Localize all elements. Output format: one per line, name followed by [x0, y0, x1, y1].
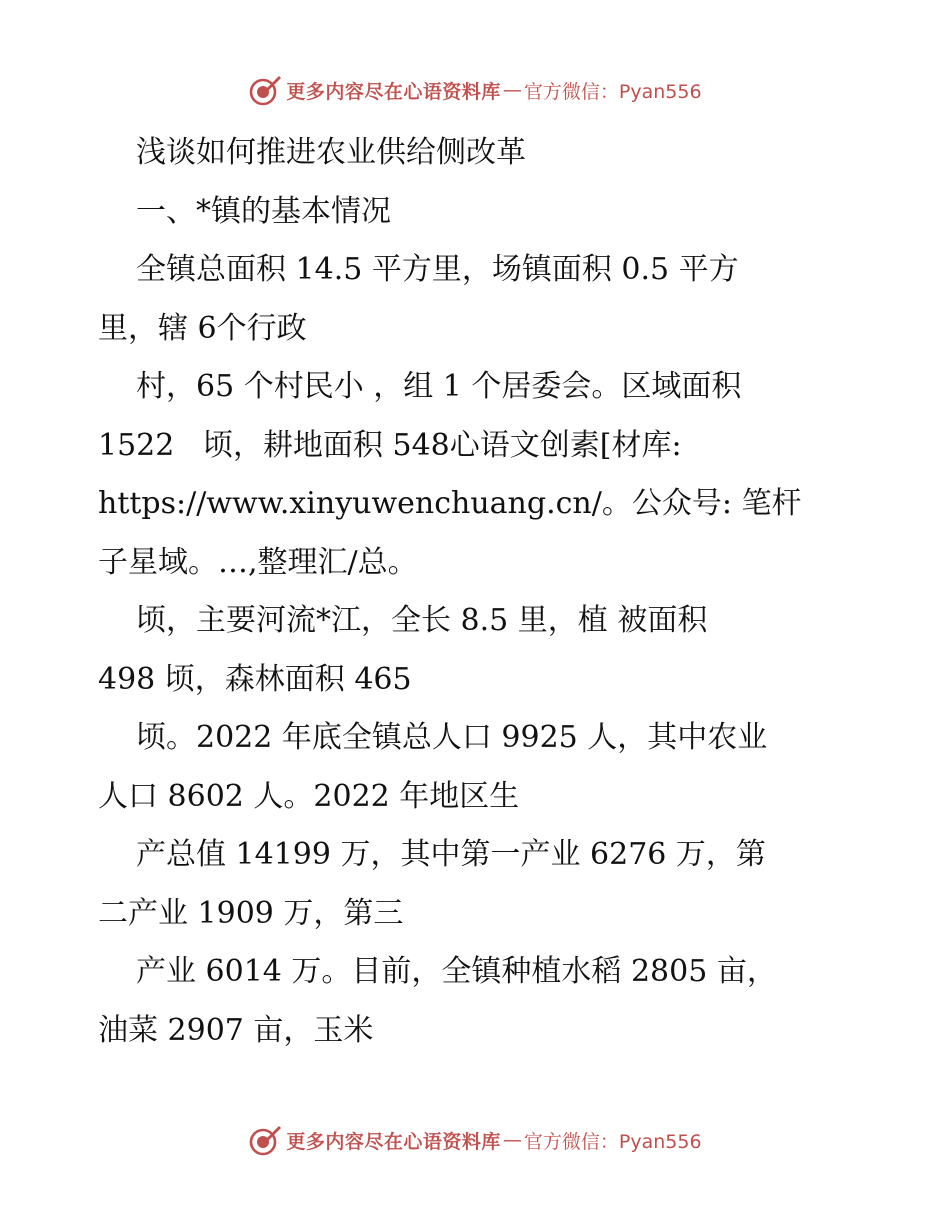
banner-text: 更多内容尽在心语资料库 [286, 1130, 501, 1153]
body-line: 498 顷，森林面积 465 [98, 661, 412, 697]
body-line: https://www.xinyuwenchuang.cn/。公众号: 笔杆 [98, 486, 802, 521]
header-banner[interactable] [0, 70, 950, 110]
banner-dash: — [502, 1129, 522, 1151]
document-title: 浅谈如何推进农业供给侧改革 [136, 135, 526, 170]
body-line: 人口 8602 人。2022 年地区生 [98, 778, 520, 814]
banner-dash: — [502, 79, 522, 101]
banner-text: 更多内容尽在心语资料库 [286, 80, 501, 103]
document-body [98, 124, 858, 1060]
banner-wechat: 官方微信：Pyan556 [523, 1130, 702, 1153]
body-line: 子星域。…,整理汇/总。 [98, 544, 418, 580]
body-line: 顷，主要河流*江，全长 8.5 里，植 被面积 [136, 603, 708, 638]
footer-banner[interactable] [0, 1120, 950, 1160]
body-line: 1522 顷，耕地面积 548心语文创素[材库: [98, 427, 682, 463]
banner-wechat: 官方微信：Pyan556 [523, 80, 702, 103]
body-line: 全镇总面积 14.5 平方里，场镇面积 0.5 平方 [136, 252, 739, 287]
body-line: 二产业 1909 万，第三 [98, 895, 404, 931]
body-line: 里，辖 6个行政 [98, 310, 307, 346]
body-line: 油菜 2907 亩，玉米 [98, 1012, 374, 1048]
body-line: 顷。2022 年底全镇总人口 9925 人，其中农业 [136, 720, 768, 755]
section-heading: 一、*镇的基本情况 [136, 193, 391, 229]
pen-logo-icon [248, 1123, 282, 1157]
body-line: 产业 6014 万。目前，全镇种植水稻 2805 亩， [136, 954, 777, 989]
pen-logo-icon [248, 73, 282, 107]
body-line: 村，65 个村民小 ，组 1 个居委会。区域面积 [136, 369, 742, 404]
body-line: 产总值 14199 万，其中第一产业 6276 万，第 [136, 837, 766, 872]
